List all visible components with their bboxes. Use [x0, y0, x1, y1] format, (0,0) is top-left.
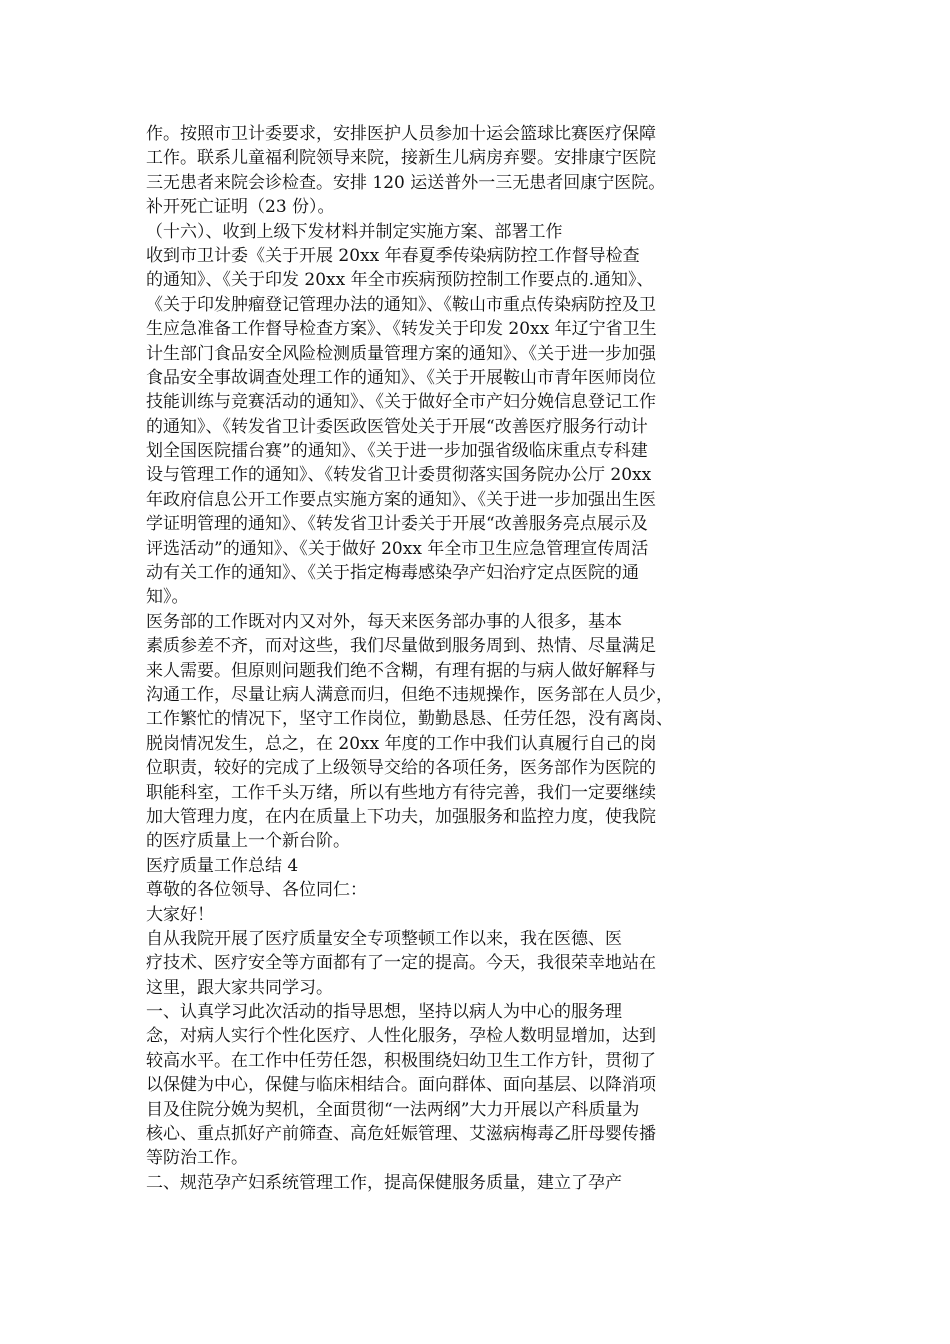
text-line: 计生部门食品安全风险检测质量管理方案的通知》、《关于进一步加强	[146, 343, 656, 364]
text-line: 评选活动”的通知》、《关于做好 20xx 年全市卫生应急管理宣传周活	[146, 538, 649, 559]
text-line: 自从我院开展了医疗质量安全专项整顿工作以来，我在医德、医	[146, 928, 622, 949]
text-line: 《关于印发肿瘤登记管理办法的通知》、《鞍山市重点传染病防控及卫	[146, 294, 656, 315]
text-line: 来人需要。但原则问题我们绝不含糊，有理有据的与病人做好解释与	[146, 660, 656, 681]
text-line: 医务部的工作既对内又对外，每天来医务部办事的人很多，基本	[146, 611, 622, 632]
text-line: 目及住院分娩为契机，全面贯彻“一法两纲”大力开展以产科质量为	[146, 1099, 640, 1120]
text-line: 核心、重点抓好产前筛查、高危妊娠管理、艾滋病梅毒乙肝母婴传播	[146, 1124, 656, 1145]
text-line: 技能训练与竞赛活动的通知》、《关于做好全市产妇分娩信息登记工作	[146, 392, 656, 413]
text-line: 三无患者来院会诊检查。安排 120 运送普外一三无患者回康宁医院。	[146, 172, 666, 193]
text-line: 以保健为中心，保健与临床相结合。面向群体、面向基层、以降消项	[146, 1075, 656, 1096]
text-line: 工作繁忙的情况下，坚守工作岗位，勤勤恳恳、任劳任怨，没有离岗、	[146, 709, 673, 730]
text-line: 二、规范孕产妇系统管理工作，提高保健服务质量，建立了孕产	[146, 1172, 622, 1193]
text-line: 生应急准备工作督导检查方案》、《转发关于印发 20xx 年辽宁省卫生	[146, 319, 657, 340]
text-line: 设与管理工作的通知》、《转发省卫计委贯彻落实国务院办公厅 20xx	[146, 465, 652, 486]
text-line: 年政府信息公开工作要点实施方案的通知》、《关于进一步加强出生医	[146, 489, 656, 510]
text-line: 的医疗质量上一个新台阶。	[146, 831, 350, 852]
text-line: 等防治工作。	[146, 1148, 248, 1169]
text-line: 这里，跟大家共同学习。	[146, 977, 333, 998]
text-line: 医疗质量工作总结 4	[146, 855, 299, 876]
text-line: 学证明管理的通知》、《转发省卫计委关于开展“改善服务亮点展示及	[146, 514, 648, 535]
text-line: 划全国医院擂台赛”的通知》、《关于进一步加强省级临床重点专科建	[146, 441, 648, 462]
text-line: 的通知》、《关于印发 20xx 年全市疾病预防控制工作要点的.通知》、	[146, 270, 654, 291]
text-line: 念，对病人实行个性化医疗、人性化服务，孕检人数明显增加，达到	[146, 1026, 656, 1047]
text-line: 较高水平。在工作中任劳任怨，积极围绕妇幼卫生工作方针，贯彻了	[146, 1050, 656, 1071]
text-line: 尊敬的各位领导、各位同仁：	[146, 880, 367, 901]
text-line: 知》。	[146, 587, 189, 608]
text-line: 位职责，较好的完成了上级领导交给的各项任务，医务部作为医院的	[146, 758, 656, 779]
text-line: 收到市卫计委《关于开展 20xx 年春夏季传染病防控工作督导检查	[146, 245, 640, 266]
text-line: 疗技术、医疗安全等方面都有了一定的提高。今天，我很荣幸地站在	[146, 953, 656, 974]
text-line: 动有关工作的通知》、《关于指定梅毒感染孕产妇治疗定点医院的通	[146, 563, 639, 584]
text-line: 工作。联系儿童福利院领导来院，接新生儿病房弃婴。安排康宁医院	[146, 148, 656, 169]
text-line: 一、认真学习此次活动的指导思想，坚持以病人为中心的服务理	[146, 1002, 622, 1023]
text-line: （十六）、收到上级下发材料并制定实施方案、部署工作	[146, 221, 563, 242]
text-line: 素质参差不齐，而对这些，我们尽量做到服务周到、热情、尽量满足	[146, 636, 656, 657]
text-line: 的通知》、《转发省卫计委医政医管处关于开展“改善医疗服务行动计	[146, 416, 648, 437]
text-line: 作。按照市卫计委要求，安排医护人员参加十运会篮球比赛医疗保障	[146, 124, 656, 144]
document-body	[146, 122, 746, 1195]
text-line: 沟通工作，尽量让病人满意而归，但绝不违规操作，医务部在人员少，	[146, 684, 673, 705]
text-line: 脱岗情况发生，总之，在 20xx 年度的工作中我们认真履行自己的岗	[146, 733, 657, 754]
text-line: 补开死亡证明（23 份）。	[146, 197, 335, 218]
text-line: 职能科室，工作千头万绪，所以有些地方有待完善，我们一定要继续	[146, 782, 656, 803]
text-line: 大家好！	[146, 904, 214, 925]
text-line: 加大管理力度，在内在质量上下功夫，加强服务和监控力度，使我院	[146, 806, 656, 827]
text-line: 食品安全事故调查处理工作的通知》、《关于开展鞍山市青年医师岗位	[146, 367, 656, 388]
